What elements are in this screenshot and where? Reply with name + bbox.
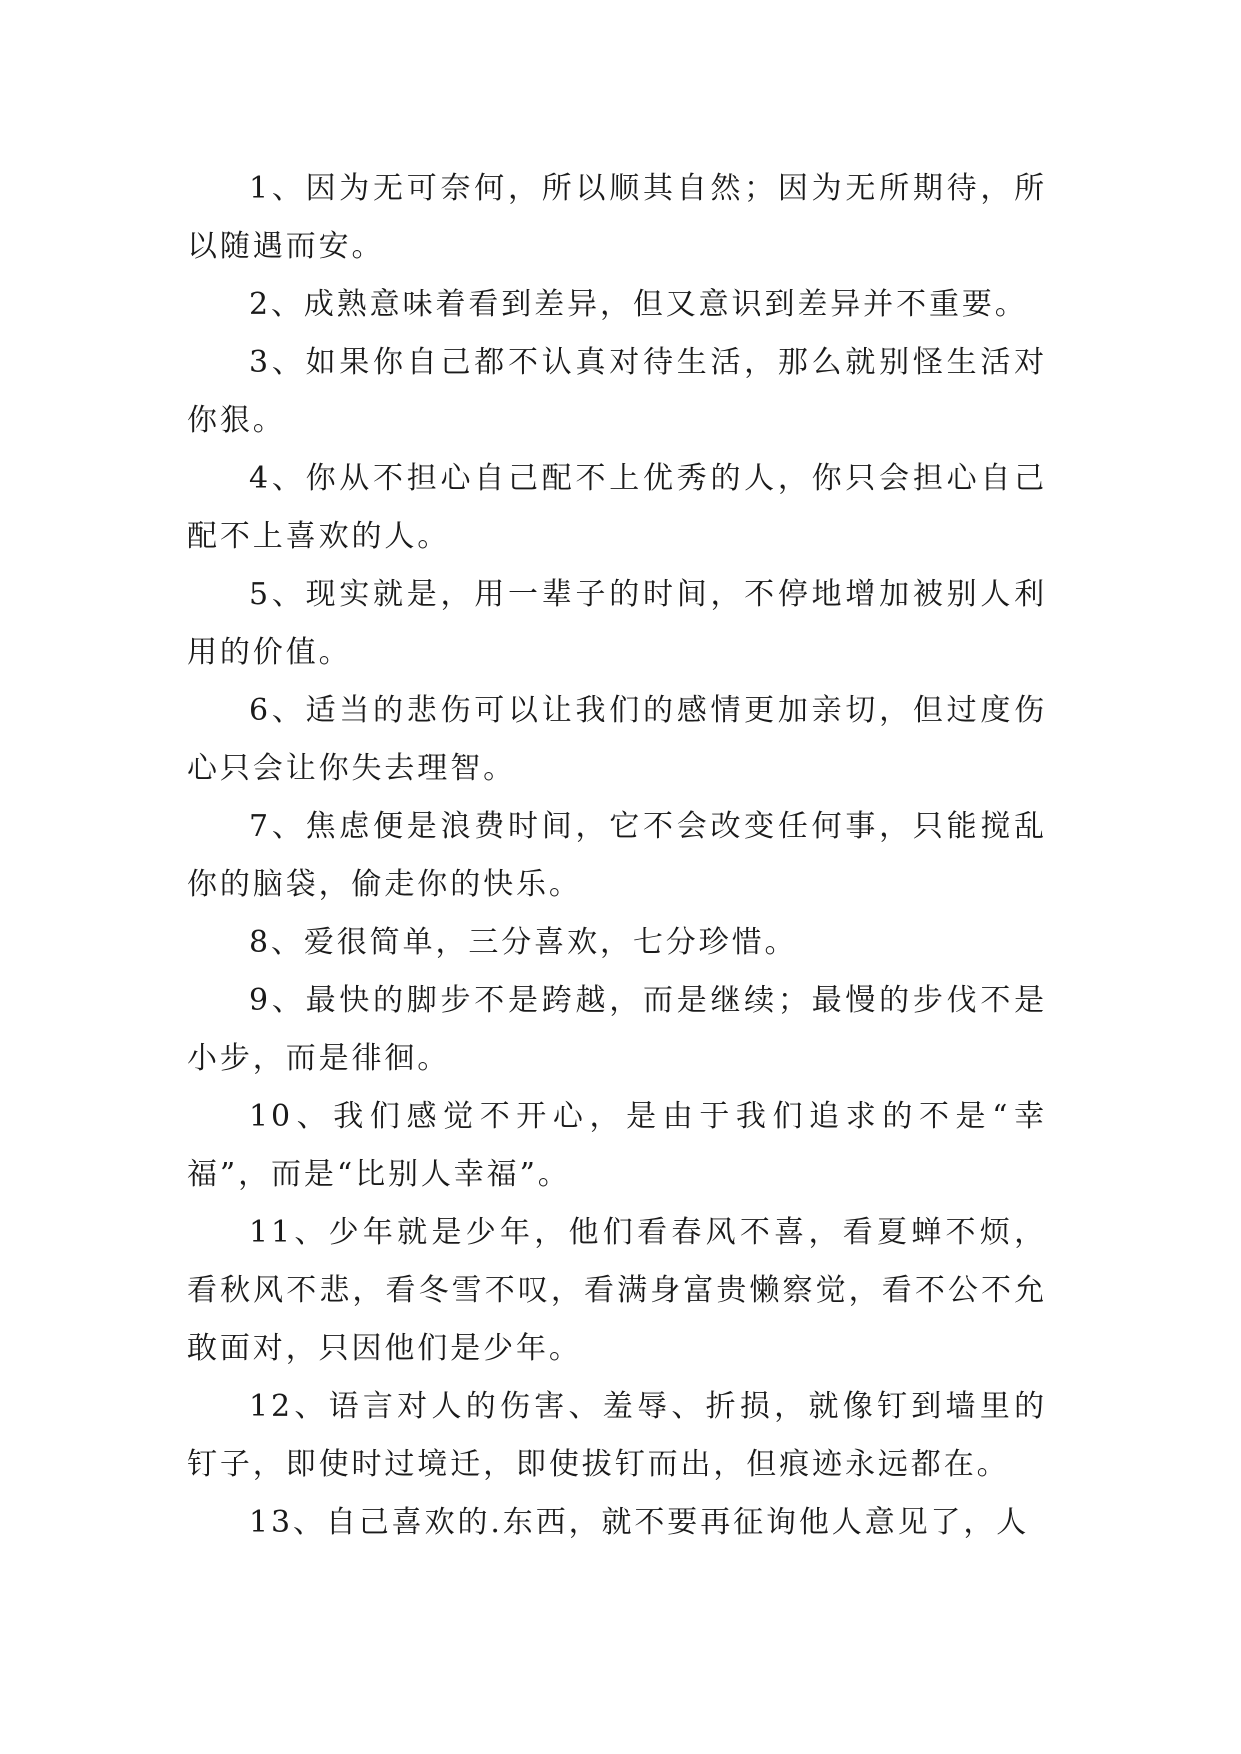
quote-paragraph-1: 1、因为无可奈何，所以顺其自然；因为无所期待，所以随遇而安。 bbox=[187, 171, 1047, 264]
quote-paragraph-11: 11、少年就是少年，他们看春风不喜，看夏蝉不烦，看秋风不悲，看冬雪不叹，看满身富贵懒察觉，看不公不允敢面对，只因他们是少年。 bbox=[187, 1215, 1047, 1366]
quote-paragraph-12: 12、语言对人的伤害、羞辱、折损，就像钉到墙里的钉子，即使时过境迁，即使拔钉而出，但痕迹永远都在。 bbox=[187, 1389, 1047, 1482]
quote-paragraph-9: 9、最快的脚步不是跨越，而是继续；最慢的步伐不是小步，而是徘徊。 bbox=[187, 983, 1047, 1076]
quote-paragraph-4: 4、你从不担心自己配不上优秀的人，你只会担心自己配不上喜欢的人。 bbox=[187, 461, 1047, 554]
quote-paragraph-2: 2、成熟意味着看到差异，但又意识到差异并不重要。 bbox=[249, 287, 1028, 322]
quote-paragraph-3: 3、如果你自己都不认真对待生活，那么就别怪生活对你狠。 bbox=[187, 345, 1047, 438]
quote-paragraph-5: 5、现实就是，用一辈子的时间，不停地增加被别人利用的价值。 bbox=[187, 577, 1047, 670]
quote-paragraph-6: 6、适当的悲伤可以让我们的感情更加亲切，但过度伤心只会让你失去理智。 bbox=[187, 693, 1047, 786]
quote-paragraph-8: 8、爱很简单，三分喜欢，七分珍惜。 bbox=[249, 925, 798, 960]
quote-paragraph-13: 13、自己喜欢的.东西，就不要再征询他人意见了，人 bbox=[249, 1505, 1030, 1540]
quote-paragraph-10: 10、我们感觉不开心，是由于我们追求的不是“幸福”，而是“比别人幸福”。 bbox=[187, 1099, 1047, 1192]
quote-paragraph-7: 7、焦虑便是浪费时间，它不会改变任何事，只能搅乱你的脑袋，偷走你的快乐。 bbox=[187, 809, 1047, 902]
document-body bbox=[187, 160, 1047, 1552]
